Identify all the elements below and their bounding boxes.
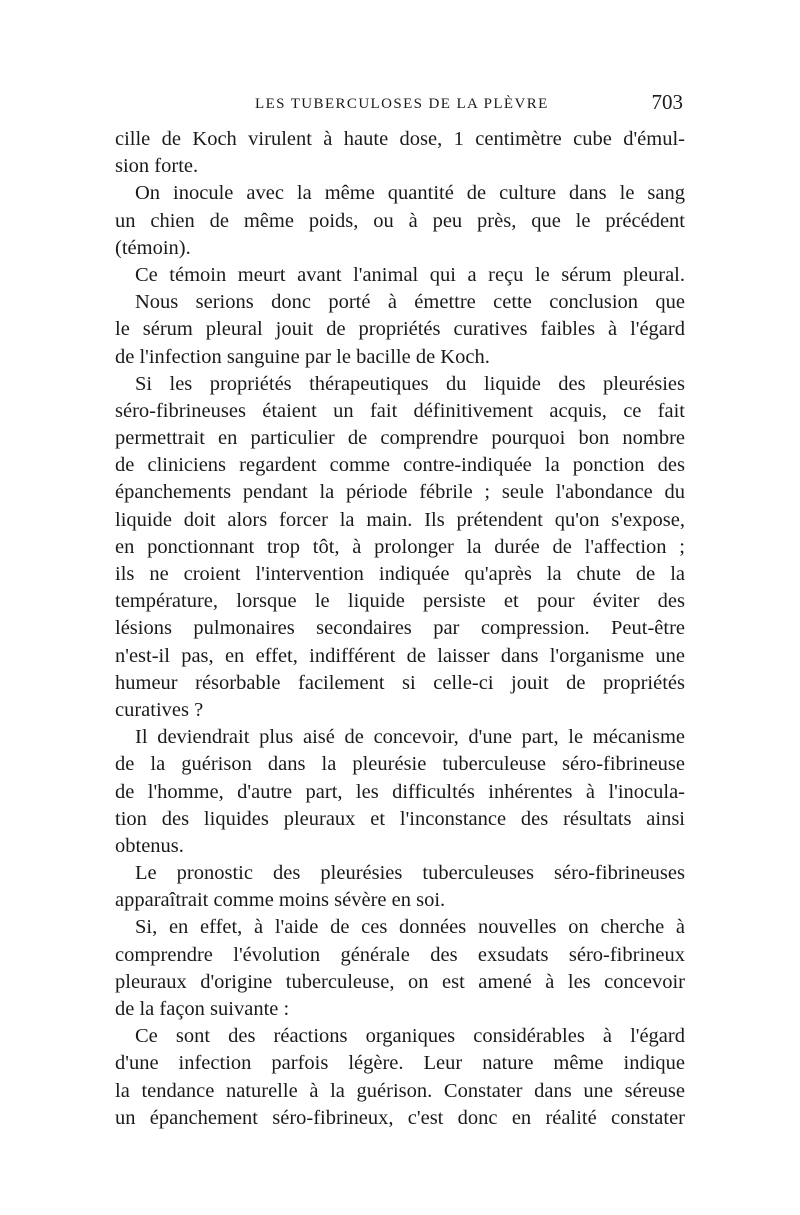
text-line: apparaîtrait comme moins sévère en soi. xyxy=(115,889,446,912)
text-line: en ponctionnant trop tôt, à prolonger la durée de l'affection ; xyxy=(115,535,685,558)
text-line: Le pronostic des pleurésies tuberculeuses séro-fibrineuses xyxy=(135,862,685,885)
text-line: cille de Koch virulent à haute dose, 1 centimètre cube d'émul- xyxy=(115,128,685,150)
text-line: de l'infection sanguine par le bacille de Koch. xyxy=(115,345,490,368)
text-line: Ce témoin meurt avant l'animal qui a reçu le sérum pleural. xyxy=(135,263,685,286)
text-line: liquide doit alors forcer la main. Ils prétendent qu'on s'expose, xyxy=(115,508,685,531)
text-line: curatives ? xyxy=(115,698,204,721)
text-line: de l'homme, d'autre part, les difficultés inhérentes à l'inocula- xyxy=(115,780,685,803)
text-line: Ce sont des réactions organiques considérables à l'égard xyxy=(135,1025,685,1048)
text-line: le sérum pleural jouit de propriétés curatives faibles à l'égard xyxy=(115,318,685,341)
text-line: de cliniciens regardent comme contre-indiquée la ponction des xyxy=(115,454,685,477)
text-line: tion des liquides pleuraux et l'inconstance des résultats ainsi xyxy=(115,807,685,830)
text-line: obtenus. xyxy=(115,834,184,857)
text-line: un chien de même poids, ou à peu près, que le précédent xyxy=(115,209,685,232)
page-number: 703 xyxy=(651,90,683,114)
text-line: séro-fibrineuses étaient un fait définitivement acquis, ce fait xyxy=(115,399,685,422)
text-line: (témoin). xyxy=(115,236,191,259)
text-line: température, lorsque le liquide persiste et pour éviter des xyxy=(115,590,685,613)
text-line: lésions pulmonaires secondaires par compression. Peut-être xyxy=(115,617,685,640)
text-line: de la guérison dans la pleurésie tuberculeuse séro-fibrineuse xyxy=(115,753,685,776)
text-line: Si les propriétés thérapeutiques du liquide des pleurésies xyxy=(135,372,685,395)
text-line: de la façon suivante : xyxy=(115,998,290,1020)
text-line: Il deviendrait plus aisé de concevoir, d'une part, le mécanisme xyxy=(135,726,685,749)
text-line: un épanchement séro-fibrineux, c'est donc en réalité constater xyxy=(115,1106,685,1129)
text-line: humeur résorbable facilement si celle-ci jouit de propriétés xyxy=(115,671,685,694)
text-line: On inocule avec la même quantité de culture dans le sang xyxy=(135,182,685,205)
text-line: ils ne croient l'intervention indiquée qu'après la chute de la xyxy=(115,563,685,585)
text-line: permettrait en particulier de comprendre pourquoi bon nombre xyxy=(115,427,685,450)
text-line: pleuraux d'origine tuberculeuse, on est amené à les concevoir xyxy=(115,970,685,993)
text-line: sion forte. xyxy=(115,155,199,178)
text-line: la tendance naturelle à la guérison. Constater dans une séreuse xyxy=(115,1079,685,1102)
running-title: LES TUBERCULOSES DE LA PLÈVRE xyxy=(255,96,549,112)
body-text xyxy=(115,126,685,1132)
text-line: n'est-il pas, en effet, indifférent de laisser dans l'organisme une xyxy=(115,644,685,667)
text-line: épanchements pendant la période fébrile ; seule l'abondance du xyxy=(115,481,685,504)
text-line: d'une infection parfois légère. Leur nature même indique xyxy=(115,1052,685,1075)
running-head xyxy=(115,90,685,120)
text-line: Si, en effet, à l'aide de ces données nouvelles on cherche à xyxy=(135,916,685,939)
text-line: comprendre l'évolution générale des exsudats séro-fibrineux xyxy=(115,943,685,966)
text-line: Nous serions donc porté à émettre cette conclusion que xyxy=(135,291,685,314)
